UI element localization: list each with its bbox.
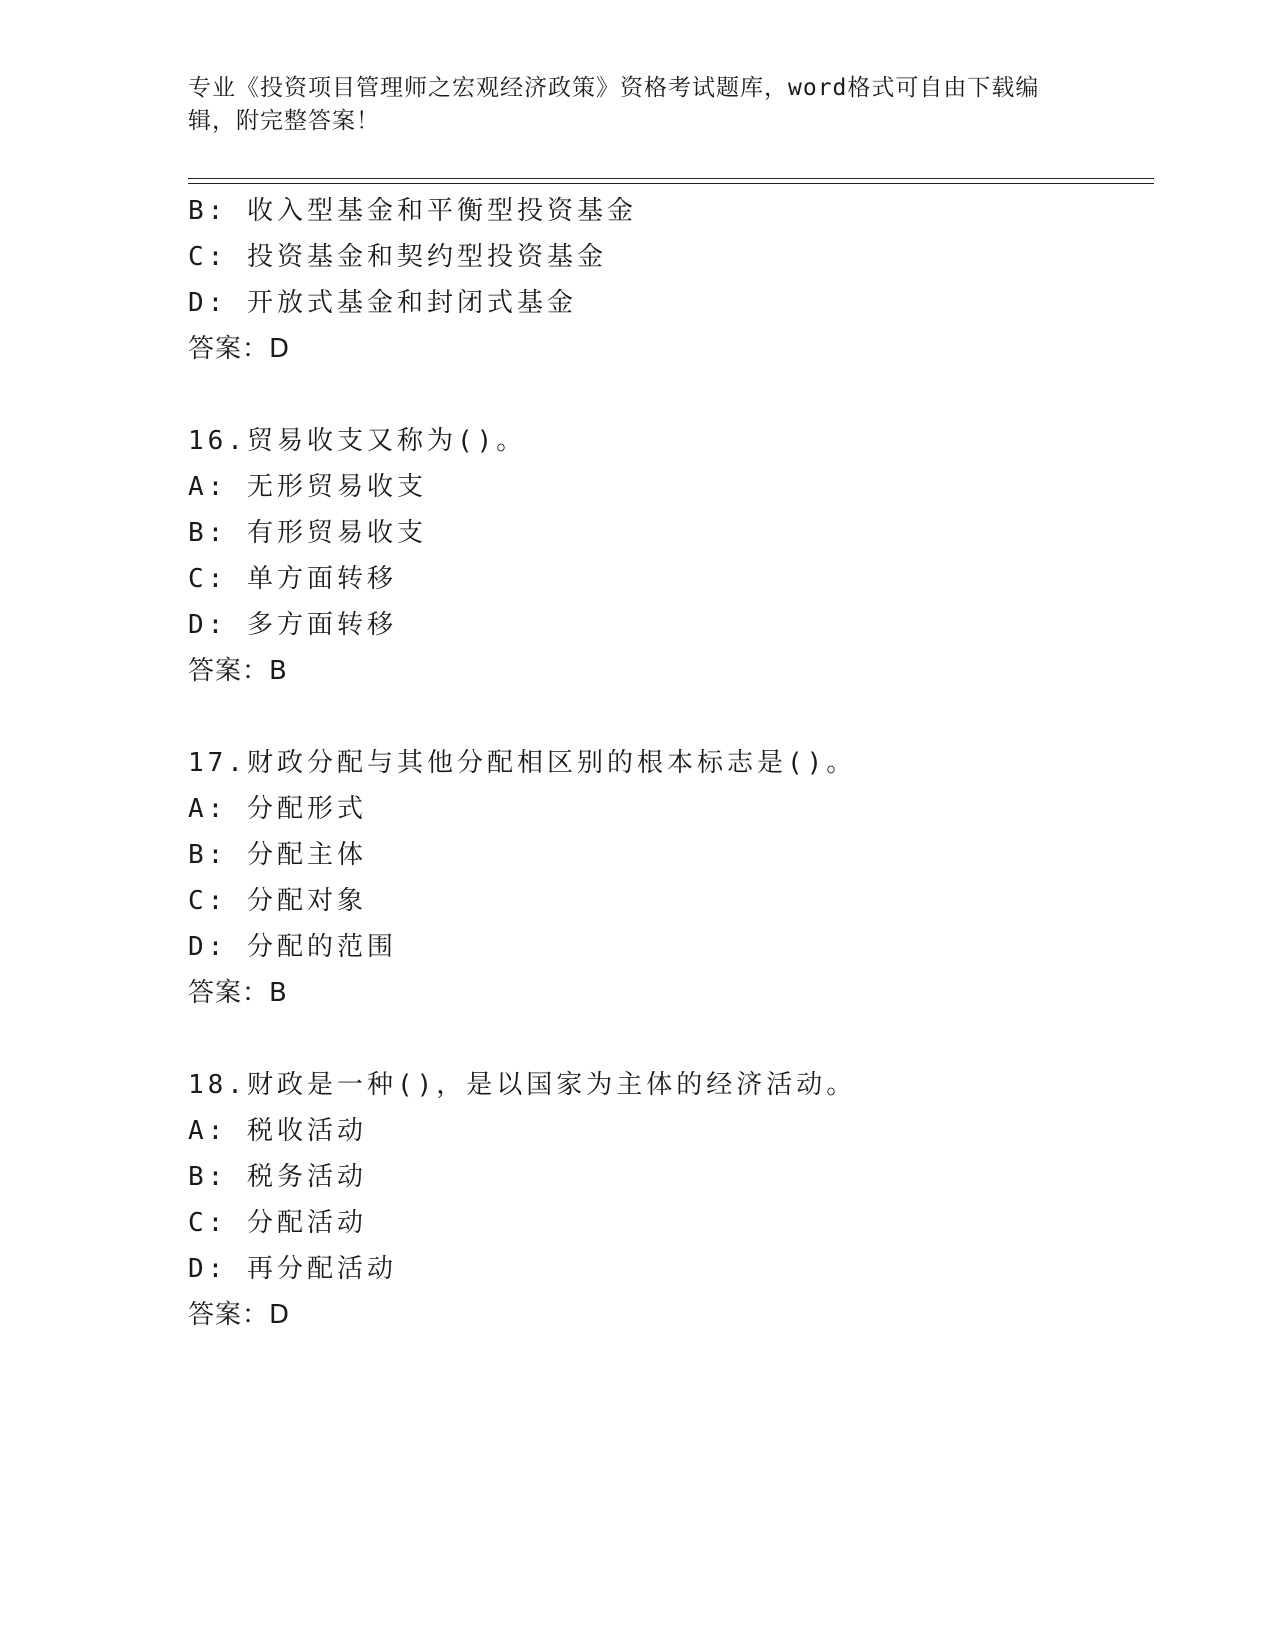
question-stem: 17.财政分配与其他分配相区别的根本标志是()。	[188, 748, 857, 778]
option-c: C: 投资基金和契约型投资基金	[188, 242, 607, 272]
option-d: D: 分配的范围	[188, 932, 397, 962]
option-a: A: 无形贸易收支	[188, 472, 427, 502]
spacer	[188, 372, 1154, 418]
answer: 答案：B	[188, 656, 288, 686]
document-header: 专业《投资项目管理师之宏观经济政策》资格考试题库，word格式可自由下载编辑，附完整答案！	[188, 75, 1040, 134]
option-c: C: 分配活动	[188, 1208, 367, 1238]
option-d: D: 开放式基金和封闭式基金	[188, 288, 577, 318]
question-17	[188, 740, 1154, 1016]
spacer	[188, 1016, 1154, 1062]
option-c: C: 分配对象	[188, 886, 367, 916]
question-18	[188, 1062, 1154, 1338]
option-b: B: 收入型基金和平衡型投资基金	[188, 196, 637, 226]
answer: 答案：B	[188, 978, 288, 1008]
question-stem: 16.贸易收支又称为()。	[188, 426, 527, 456]
option-b: B: 分配主体	[188, 840, 367, 870]
answer: 答案：D	[188, 334, 291, 364]
option-a: A: 分配形式	[188, 794, 367, 824]
question-15-continued	[188, 188, 1154, 372]
option-a: A: 税收活动	[188, 1116, 367, 1146]
question-16	[188, 418, 1154, 694]
option-d: D: 多方面转移	[188, 610, 397, 640]
header-divider-bottom	[188, 183, 1154, 184]
option-b: B: 有形贸易收支	[188, 518, 427, 548]
question-stem: 18.财政是一种()，是以国家为主体的经济活动。	[188, 1070, 857, 1100]
option-c: C: 单方面转移	[188, 564, 397, 594]
header-divider-top	[188, 178, 1154, 179]
option-d: D: 再分配活动	[188, 1254, 397, 1284]
answer: 答案：D	[188, 1300, 291, 1330]
question-list	[188, 188, 1154, 1338]
spacer	[188, 694, 1154, 740]
option-b: B: 税务活动	[188, 1162, 367, 1192]
